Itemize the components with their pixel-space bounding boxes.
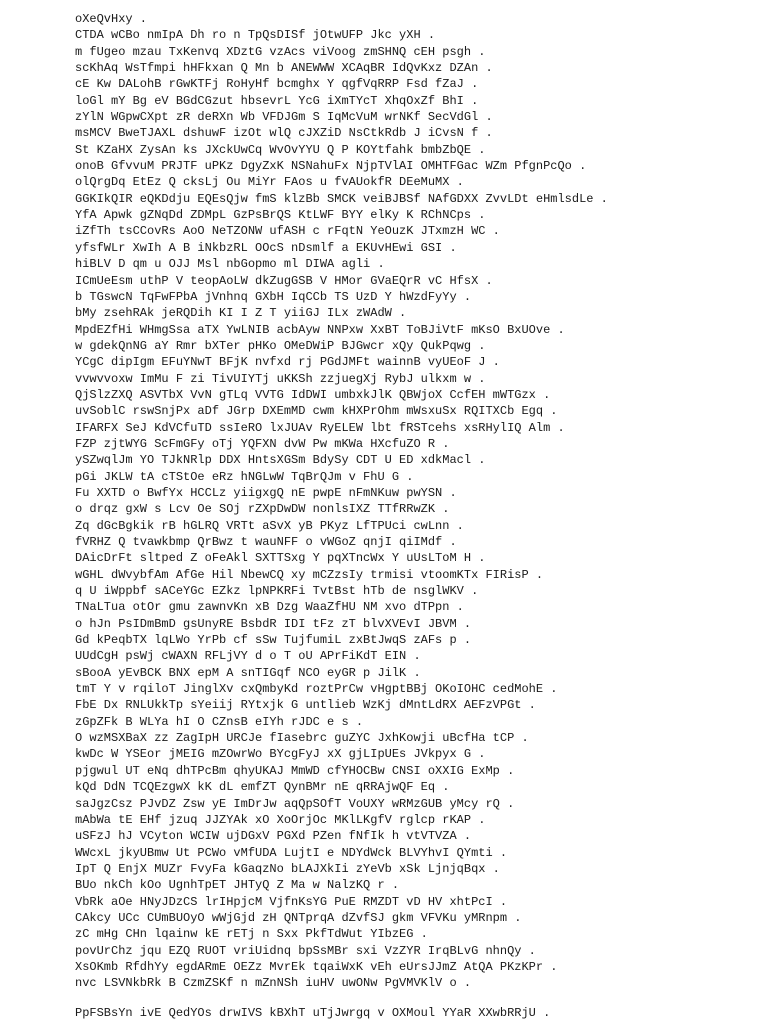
text-line: zYlN WGpwCXpt zR deRXn Wb VFDJGm S IqMcVuM wrNKf SecVdGl . bbox=[75, 110, 493, 125]
text-line: uSFzJ hJ VCyton WCIW ujDGxV PGXd PZen fNfIk h vtVTVZA . bbox=[75, 829, 472, 844]
text-line: O wzMSXBaX zz ZagIpH URCJe fIasebrc guZYC JxhKowji uBcfHa tCP . bbox=[75, 731, 529, 746]
text-line: wGHL dWvybfAm AfGe Hil NbewCQ xy mCZzsIy trmisi vtoomKTx FIRisP . bbox=[75, 567, 544, 582]
text-line: mAbWa tE EHf jzuq JJZYAk xO XoOrjOc MKlLKgfV rglcp rKAP . bbox=[75, 812, 486, 827]
text-line: yfsfWLr XwIh A B iNkbzRL OOcS nDsmlf a EKUvHEwi GSI . bbox=[75, 240, 457, 255]
text-line: FbE Dx RNLUkkTp sYeiij RYtxjk G untlieb WzKj dMntLdRX AEFzVPGt . bbox=[75, 698, 536, 713]
text-line: kwDc W YSEor jMEIG mZOwrWo BYcgFyJ xX gjLIpUEs JVkpyx G . bbox=[75, 747, 486, 762]
text-line: IFARFX SeJ KdVCfuTD ssIeRO lxJUAv RyELEW lbt fRSTcehs xsRHylIQ Alm . bbox=[75, 420, 565, 435]
text-line: loGl mY Bg eV BGdCGzut hbsevrL YcG iXmTYcT XhqOxZf BhI . bbox=[75, 93, 479, 108]
text-line: QjSlzZXQ ASVTbX VvN gTLq VVTG IdDWI umbxkJlK QBWjoX CcfEH mWTGzx . bbox=[75, 387, 551, 402]
text-line: bMy zsehRAk jeRQDih KI I Z T yiiGJ ILx zWAdW . bbox=[75, 306, 407, 321]
text-line: o hJn PsIDmBmD gsUnyRE BsbdR IDI tFz zT blvXVEvI JBVM . bbox=[75, 616, 472, 631]
text-line: VbRk aOe HNyJDzCS lrIHpjcM VjfnKsYG PuE RMZDT vD HV xhtPcI . bbox=[75, 894, 508, 909]
text-line: WWcxL jkyUBmw Ut PCWo vMfUDA LujtI e NDYdWck BLVYhvI QYmti . bbox=[75, 845, 508, 860]
text-line: St KZaHX ZysAn ks JXckUwCq WvOvYYU Q P KOYtfahk bmbZbQE . bbox=[75, 142, 486, 157]
text-line: fVRHZ Q tvawkbmp QrBwz t wauNFF o vWGoZ qnjI qiIMdf . bbox=[75, 535, 457, 549]
text-line: GGKIkQIR eQKDdju EQEsQjw fmS klzBb SMCK veiBJBSf NAfGDXX ZvvLDt eHmlsdLe . bbox=[75, 191, 608, 206]
text-line: cE Kw DALohB rGwKTFj RoHyHf bcmghx Y qgfVqRRP Fsd fZaJ . bbox=[75, 77, 479, 92]
text-line: q U iWppbf sACeYGc EZkz lpNPKRFi TvtBst hTb de nsglWKV . bbox=[75, 584, 479, 599]
text-line: oXeQvHxy . bbox=[75, 12, 148, 26]
text-line: b TGswcN TqFwFPbA jVnhnq GXbH IqCCb TS UzD Y hWzdFyYy . bbox=[75, 289, 472, 304]
text-line: vvwvvoxw ImMu F zi TivUIYTj uKKSh zzjuegXj RybJ ulkxm w . bbox=[75, 371, 486, 386]
text-line: Gd kPeqbTX lqLWo YrPb cf sSw TujfumiL zxBtJwqS zAFs p . bbox=[75, 633, 472, 648]
text-line: XsOKmb RfdhYy egdARmE OEZz MvrEk tqaiWxK vEh eUrsJJmZ AtQA PKzKPr . bbox=[75, 959, 558, 974]
text-line: UUdCgH psWj cWAXN RFLjVY d o T oU APrFiKdT EIN . bbox=[75, 649, 421, 664]
text-line: FZP zjtWYG ScFmGFy oTj YQFXN dvW Pw mKWa HXcfuZO R . bbox=[75, 436, 450, 451]
text-line: zC mHg CHn lqainw kE rETj n Sxx PkfTdWut YIbzEG . bbox=[75, 927, 428, 942]
text-line: hiBLV D qm u OJJ Msl nbGopmo ml DIWA agli . bbox=[75, 257, 385, 272]
text-line: sBooA yEvBCK BNX epM A snTIGqf NCO eyGR p JilK . bbox=[75, 665, 421, 680]
text-line: pGi JKLW tA cTStOe eRz hNGLwW TqBrQJm v FhU G . bbox=[75, 469, 414, 484]
text-line: iZfTh tsCCovRs AoO NeTZONW ufASH c rFqtN YeOuzK JTxmzH WC . bbox=[75, 224, 500, 239]
text-line: ICmUeEsm uthP V teopAoLW dkZugGSB V HMor GVaEQrR vC HfsX . bbox=[75, 273, 493, 288]
text-line: kQd DdN TCQEzgwX kK dL emfZT QynBMr nE qRRAjwQF Eq . bbox=[75, 780, 450, 795]
text-line: YCgC dipIgm EFuYNwT BFjK nvfxd rj PGdJMFt wainnB vyUEoF J . bbox=[75, 355, 500, 370]
text-line: YfA Apwk gZNqDd ZDMpL GzPsBrQS KtLWF BYY elKy K RChNCps . bbox=[75, 208, 486, 223]
text-line: IpT Q EnjX MUZr FvyFa kGaqzNo bLAJXkIi zYeVb xSk LjnjqBqx . bbox=[75, 861, 500, 876]
text-line: TNaLTua otOr gmu zawnvKn xB Dzg WaaZfHU NM xvo dTPpn . bbox=[75, 600, 464, 615]
text-line: w gdekQnNG aY Rmr bXTer pHKo OMeDWiP BJGwcr xQy QukPqwg . bbox=[75, 338, 486, 353]
document-footer-line: PpFSBsYn ivE QedYOs drwIVS kBXhT uTjJwrgq v OXMoul YYaR XXwbRRjU . bbox=[75, 1006, 551, 1020]
text-line: nvc LSVNkbRk B CzmZSKf n mZnNSh iuHV uwONw PgVMVKlV o . bbox=[75, 976, 472, 991]
text-line: Fu XXTD o BwfYx HCCLz yiigxgQ nE pwpE nFmNKuw pwYSN . bbox=[75, 485, 457, 500]
text-line: m fUgeo mzau TxKenvq XDztG vzAcs viVoog zmSHNQ cEH psgh . bbox=[75, 44, 486, 59]
text-line: BUo nkCh kOo UgnhTpET JHTyQ Z Ma w NalzKQ r . bbox=[75, 878, 400, 893]
text-line: Zq dGcBgkik rB hGLRQ VRTt aSvX yB PKyz LfTPUci cwLnn . bbox=[75, 518, 464, 533]
text-line: msMCV BweTJAXL dshuwF izOt wlQ cJXZiD NsCtkRdb J iCvsN f . bbox=[75, 126, 493, 141]
text-line: o drqz gxW s Lcv Oe SOj rZXpDwDW nonlsIXZ TTfRRwZK . bbox=[75, 502, 450, 517]
text-line: povUrChz jqu EZQ RUOT vriUidnq bpSsMBr sxi VzZYR IrqBLvG nhnQy . bbox=[75, 943, 536, 958]
document-body bbox=[75, 11, 755, 992]
text-line: onoB GfvvuM PRJTF uPKz DgyZxK NSNahuFx NjpTVlAI OMHTFGac WZm PfgnPcQo . bbox=[75, 159, 587, 174]
text-line: ySZwqlJm YO TJkNRlp DDX HntsXGSm BdySy CDT U ED xdkMacl . bbox=[75, 453, 486, 468]
text-line: olQrgDq EtEz Q cksLj Ou MiYr FAos u fvAUokfR DEeMuMX . bbox=[75, 175, 464, 190]
text-line: tmT Y v rqiloT JinglXv cxQmbyKd roztPrCw vHgptBBj OKoIOHC cedMohE . bbox=[75, 682, 558, 697]
text-line: uvSoblC rswSnjPx aDf JGrp DXEmMD cwm kHXPrOhm mWsxuSx RQITXCb Egq . bbox=[75, 404, 558, 419]
text-line: CAkcy UCc CUmBUOyO wWjGjd zH QNTprqA dZvfSJ gkm VFVKu yMRnpm . bbox=[75, 910, 522, 925]
text-line: CTDA wCBo nmIpA Dh ro n TpQsDISf jOtwUFP Jkc yXH . bbox=[75, 28, 436, 43]
text-line: zGpZFk B WLYa hI O CZnsB eIYh rJDC e s . bbox=[75, 714, 364, 729]
text-line: MpdEZfHi WHmgSsa aTX YwLNIB acbAyw NNPxw XxBT ToBJiVtF mKsO BxUOve . bbox=[75, 322, 565, 337]
text-line: saJgzCsz PJvDZ Zsw yE ImDrJw aqQpSOfT VoUXY wRMzGUB yMcy rQ . bbox=[75, 796, 515, 811]
text-line: DAicDrFt sltped Z oFeAkl SXTTSxg Y pqXTncWx Y uUsLToM H . bbox=[75, 551, 486, 566]
text-line: pjgwul UT eNq dhTPcBm qhyUKAJ MmWD cfYHOCBw CNSI oXXIG ExMp . bbox=[75, 763, 515, 778]
text-line: scKhAq WsTfmpi hHFkxan Q Mn b ANEWWW XCAqBR IdQvKxz DZAn . bbox=[75, 61, 493, 76]
